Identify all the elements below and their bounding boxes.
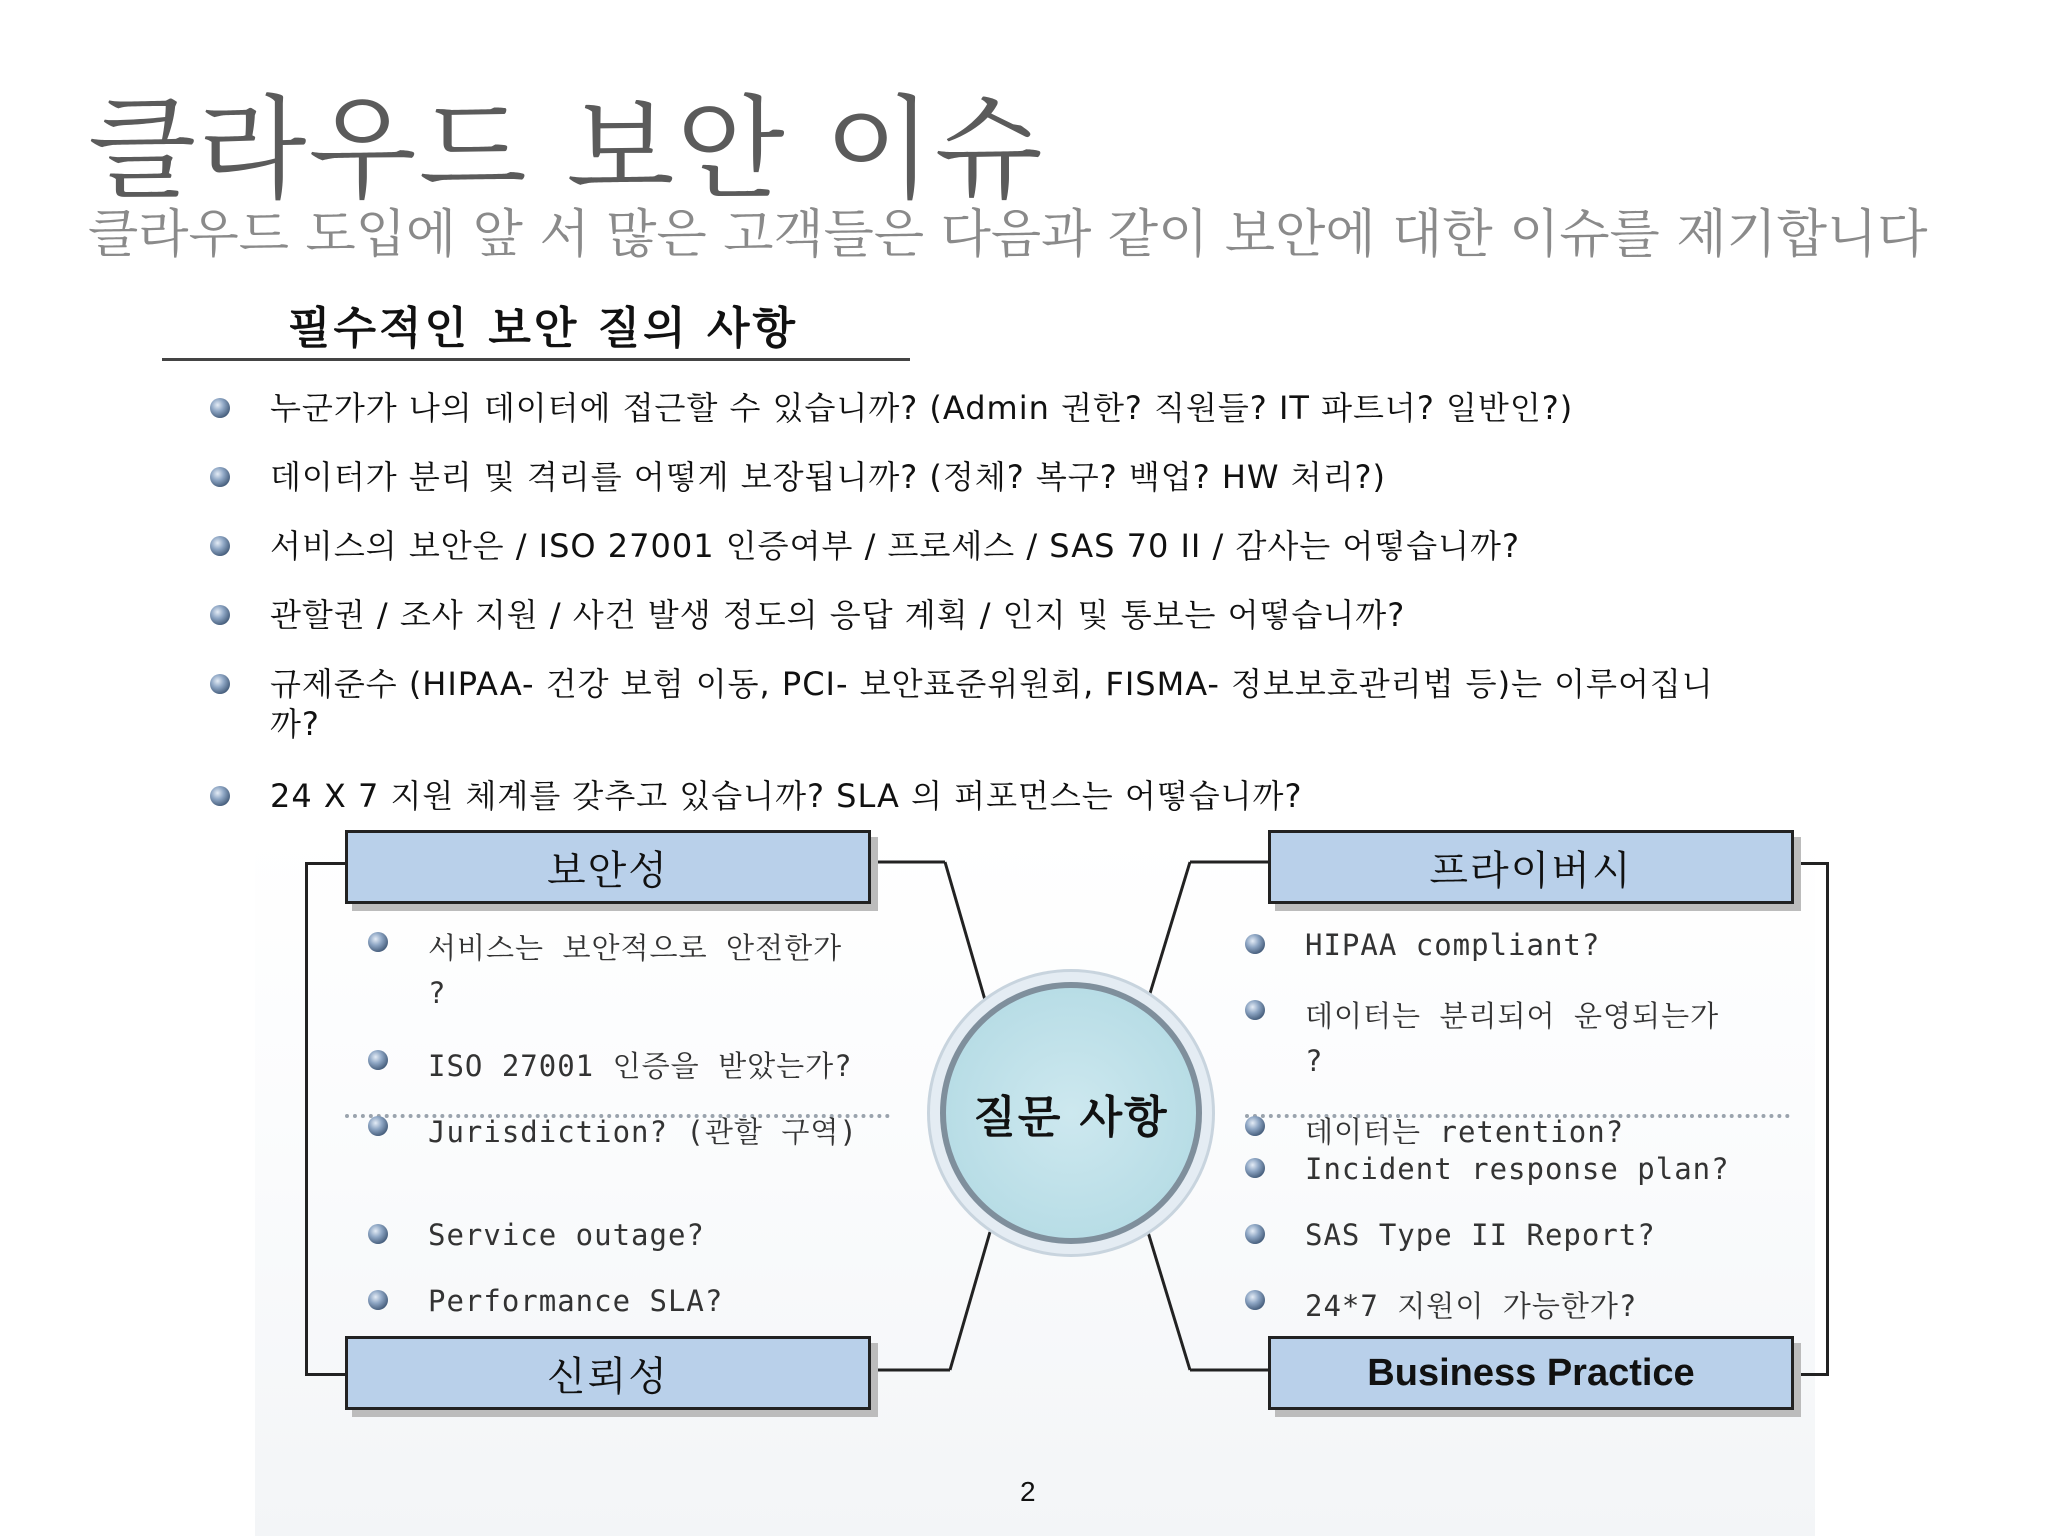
bullet-icon	[1245, 1000, 1265, 1020]
bullet-icon	[368, 1116, 388, 1136]
bullet-icon	[368, 1050, 388, 1070]
bullet-icon	[1245, 1158, 1265, 1178]
right-item	[1245, 1218, 1656, 1252]
center-label: 질문 사항	[973, 1092, 1169, 1143]
right-item	[1245, 1284, 1637, 1325]
left-item-text: Performance SLA?	[428, 1284, 724, 1318]
category-reliability: 신뢰성	[345, 1336, 871, 1410]
left-item-text: Service outage?	[428, 1218, 705, 1252]
bullet-icon	[1245, 1224, 1265, 1244]
left-item-text: 서비스는 보안적으로 안전한가	[428, 931, 843, 965]
slide-title: 클라우드 보안 이슈	[88, 85, 1045, 215]
left-item	[368, 926, 842, 967]
category-business-practice: Business Practice	[1268, 1336, 1794, 1410]
right-item-text: ?	[1305, 1044, 1324, 1078]
left-item	[368, 1110, 858, 1151]
right-item-text: Incident response plan?	[1305, 1152, 1730, 1186]
question-text: 관할권 / 조사 지원 / 사건 발생 정도의 응답 계획 / 인지 및 통보는 어떻습니까?	[270, 596, 1406, 634]
left-item-text: ISO 27001 인증을 받았는가?	[428, 1049, 853, 1083]
left-item-continuation	[368, 976, 446, 1010]
question-text: 데이터가 분리 및 격리를 어떻게 보장됩니까? (정체? 복구? 백업? HW 처리?)	[270, 458, 1387, 496]
right-item	[1245, 928, 1600, 962]
page-number: 2	[1020, 1476, 1036, 1507]
bullet-icon	[368, 1290, 388, 1310]
right-item-text: SAS Type II Report?	[1305, 1218, 1656, 1252]
center-question-circle	[940, 982, 1202, 1244]
question-text: 24 X 7 지원 체계를 갖추고 있습니까? SLA 의 퍼포먼스는 어떻습니까?	[270, 777, 1303, 815]
bullet-icon	[368, 1224, 388, 1244]
category-privacy: 프라이버시	[1268, 830, 1794, 904]
section-heading: 필수적인 보안 질의 사항	[288, 303, 798, 354]
category-security: 보안성	[345, 830, 871, 904]
slide-subtitle: 클라우드 도입에 앞 서 많은 고객들은 다음과 같이 보안에 대한 이슈를 제기합니다	[88, 205, 1928, 265]
bullet-icon	[368, 932, 388, 952]
right-item	[1245, 994, 1719, 1035]
right-item-continuation	[1245, 1044, 1323, 1078]
question-text: 서비스의 보안은 / ISO 27001 인증여부 / 프로세스 / SAS 70 II / 감사는 어떻습니까?	[270, 527, 1520, 565]
left-item	[368, 1044, 853, 1085]
right-item-text: 24*7 지원이 가능한가?	[1305, 1289, 1638, 1323]
right-item-text: HIPAA compliant?	[1305, 928, 1601, 962]
bullet-icon	[1245, 1290, 1265, 1310]
right-item	[1245, 1110, 1624, 1151]
right-item-text: 데이터는 retention?	[1305, 1115, 1625, 1149]
question-text: 누군가가 나의 데이터에 접근할 수 있습니까? (Admin 권한? 직원들? IT 파트너? 일반인?)	[270, 389, 1574, 427]
left-item-text: Jurisdiction? (관할 구역)	[428, 1115, 858, 1149]
right-item-text: 데이터는 분리되어 운영되는가	[1305, 999, 1720, 1033]
left-item	[368, 1218, 705, 1252]
bullet-icon	[1245, 934, 1265, 954]
right-item	[1245, 1152, 1730, 1186]
left-item-text: ?	[428, 976, 447, 1010]
bullet-icon	[1245, 1116, 1265, 1136]
left-item	[368, 1284, 723, 1318]
question-text: 규제준수 (HIPAA- 건강 보험 이동, PCI- 보안표준위원회, FISMA- 정보보호관리법 등)는 이루어집니까?	[270, 665, 1714, 743]
